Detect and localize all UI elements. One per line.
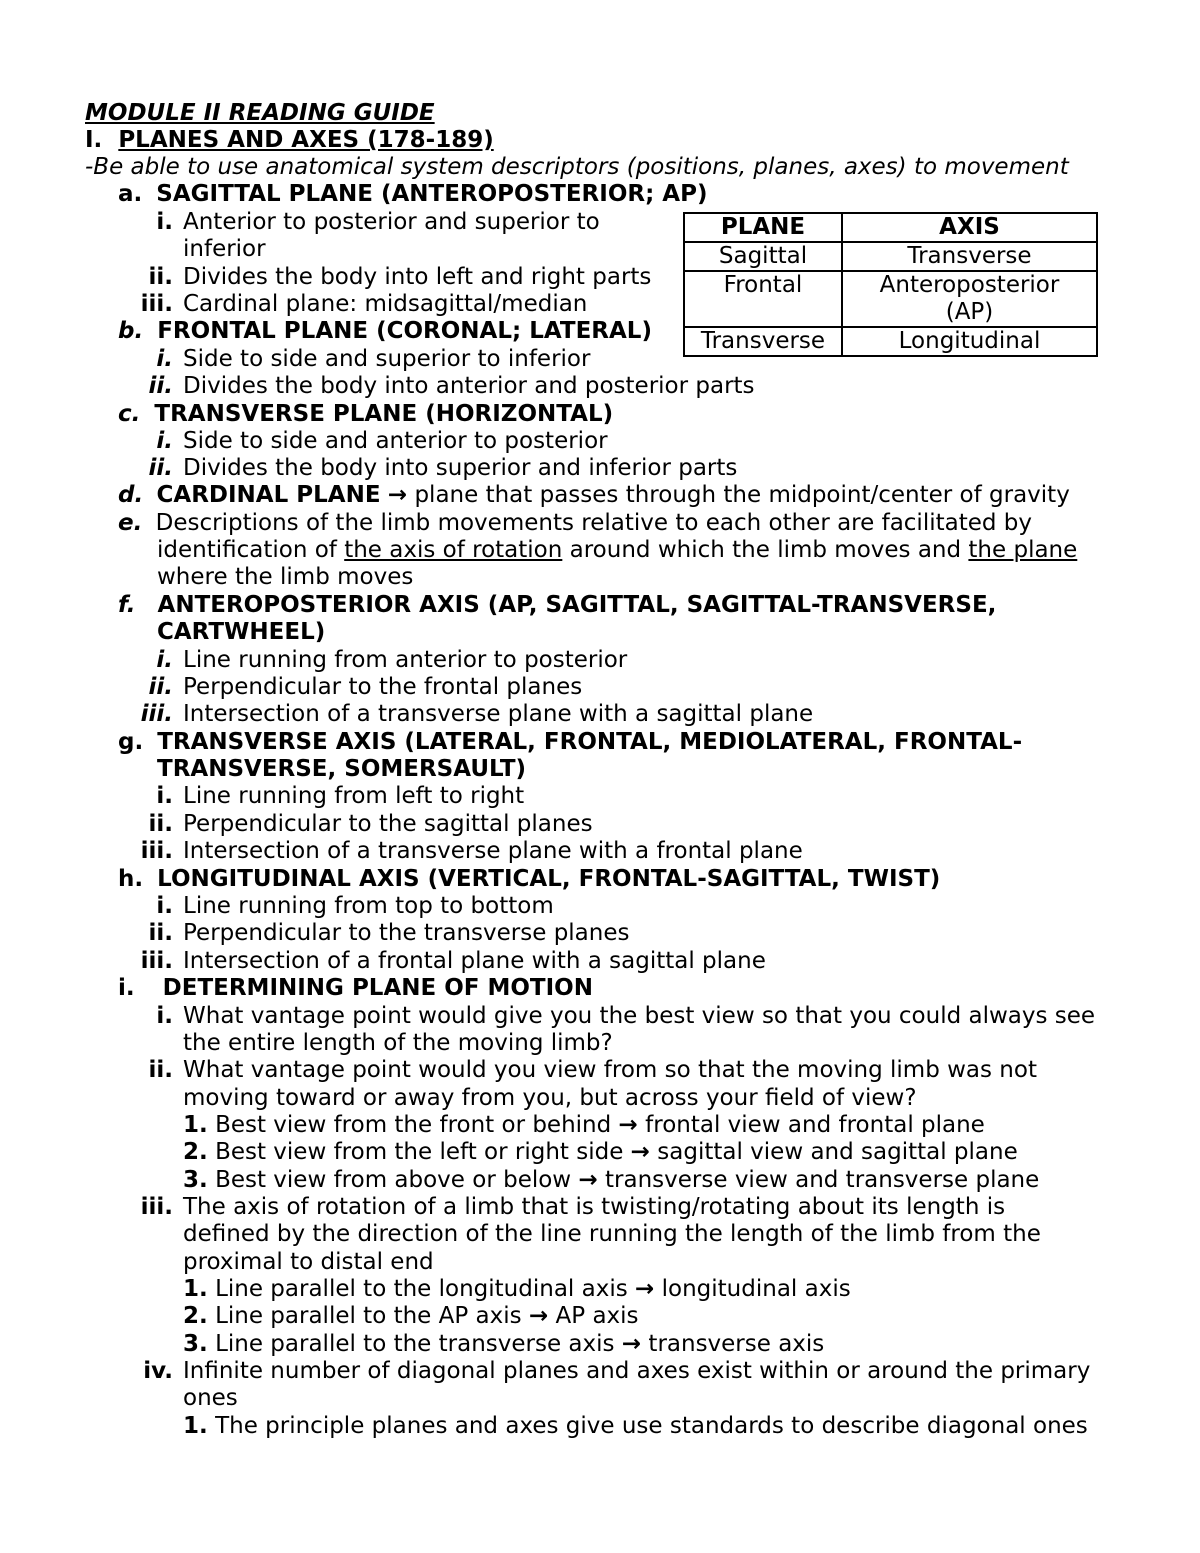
sub-sub-text: Best view from above or below [215,1167,572,1193]
sub-text: Side to side and superior to inferior [183,346,591,372]
table-cell: Transverse [684,327,842,356]
sub-label: i. [156,1003,173,1029]
item-label: a. [118,181,143,207]
sub-label: ii. [148,920,173,946]
sub-label: ii. [148,674,173,700]
sub-text: Intersection of a transverse plane with a sagittal plane [183,701,814,727]
item-heading: SAGITTAL PLANE (ANTEROPOSTERIOR; AP) [156,181,708,207]
sub-item [118,920,630,947]
item-heading-cont: TRANSVERSE, SOMERSAULT) [157,756,527,782]
underlined-term: the plane [968,537,1078,563]
sub-text: Perpendicular to the sagittal planes [183,811,593,837]
sub-label: iii. [140,838,173,864]
sub-text: Divides the body into superior and inferior parts [183,455,738,481]
item-sagittal-plane [118,181,707,208]
sub-label: i. [156,209,173,235]
section-title: PLANES AND AXES (178-189) [118,127,494,153]
sub-text: The axis of rotation of a limb that is twisting/rotating about its length is [183,1194,1006,1220]
underlined-term: the axis of rotation [344,537,563,563]
table-cell: Longitudinal [842,327,1097,356]
sub-label: ii. [148,1057,173,1083]
sub-label: i. [156,783,173,809]
item-transverse-axis [118,729,1022,756]
page-title: MODULE II READING GUIDE [85,100,435,126]
item-heading: LONGITUDINAL AXIS (VERTICAL, FRONTAL-SAGITTAL, TWIST) [157,866,941,892]
sub-sub-label: 1. [183,1112,208,1138]
sub-item [118,701,813,728]
sub-sub-text: Best view from the front or behind [215,1112,612,1138]
sub-sub-item [183,1167,1039,1194]
sub-item [118,455,737,482]
item-label: e. [118,510,143,536]
sub-sub-item [183,1303,639,1330]
sub-sub-text: Best view from the left or right side [215,1139,624,1165]
sub-label: iii. [140,1194,173,1220]
sub-sub-label: 1. [183,1276,208,1302]
sub-item [118,1194,1005,1221]
item-heading: TRANSVERSE AXIS (LATERAL, FRONTAL, MEDIOLATERAL, FRONTAL- [157,729,1023,755]
sub-label: ii. [148,264,173,290]
item-cardinal-plane [118,482,1070,509]
sub-text: Line running from top to bottom [183,893,554,919]
arrow-icon: → [578,1167,598,1193]
sub-sub-text: sagittal view and sagittal plane [657,1139,1018,1165]
item-text-cont: where the limb moves [157,564,414,590]
sub-text-cont: ones [183,1385,238,1411]
item-label: d. [118,482,144,508]
item-text: Descriptions of the limb movements relative to each other are facilitated by [155,510,1033,536]
item-heading-cont: CARTWHEEL) [157,619,326,645]
item-descriptions [118,510,1032,537]
item-label: h. [118,866,144,892]
text-span: identification of [157,537,345,563]
section-heading [85,127,494,154]
sub-text: Perpendicular to the transverse planes [183,920,630,946]
sub-sub-text: Line parallel to the transverse axis [215,1331,615,1357]
sub-sub-item [183,1139,1018,1166]
table-cell: Transverse [842,242,1097,271]
item-transverse-plane [118,401,613,428]
sub-item [118,948,766,975]
item-determining-plane [118,975,593,1002]
sub-label: i. [156,893,173,919]
sub-text: Intersection of a frontal plane with a sagittal plane [183,948,766,974]
sub-item [118,811,593,838]
sub-sub-item [183,1331,824,1358]
item-label: b. [118,318,144,344]
text-span: around which the limb moves and [562,537,969,563]
sub-sub-label: 3. [183,1167,208,1193]
sub-item [118,1358,1090,1385]
sub-text: Line running from left to right [183,783,525,809]
sub-sub-label: 1. [183,1413,208,1439]
sub-item [118,674,582,701]
table-row [684,327,1097,356]
sub-text: Intersection of a transverse plane with a frontal plane [183,838,803,864]
arrow-icon: → [635,1276,655,1302]
sub-sub-text: frontal view and frontal plane [645,1112,985,1138]
sub-text-cont: the entire length of the moving limb? [183,1030,613,1056]
arrow-icon: → [621,1331,642,1357]
sub-sub-label: 3. [183,1331,208,1357]
item-heading: ANTEROPOSTERIOR AXIS (AP, SAGITTAL, SAGITTAL-TRANSVERSE, [157,592,997,618]
sub-text: Perpendicular to the frontal planes [183,674,583,700]
sub-label: iii. [140,948,173,974]
sub-sub-text: transverse axis [648,1331,825,1357]
sub-sub-text: Line parallel to the AP axis [215,1303,522,1329]
sub-sub-item [183,1413,1088,1440]
sub-sub-text: transverse view and transverse plane [605,1167,1040,1193]
sub-item [118,373,755,400]
sub-label: i. [156,428,173,454]
sub-item [118,1003,1095,1030]
sub-sub-text: AP axis [555,1303,639,1329]
item-text: plane that passes through the midpoint/center of gravity [414,482,1070,508]
intro-text: -Be able to use anatomical system descriptors (positions, planes, axes) to movement [85,154,1069,180]
sub-text-cont: proximal to distal end [183,1249,434,1275]
item-heading: TRANSVERSE PLANE (HORIZONTAL) [154,401,614,427]
arrow-icon: → [618,1112,638,1138]
sub-label: ii. [148,811,173,837]
sub-text-cont: defined by the direction of the line running the length of the limb from the [183,1221,1041,1247]
sub-item [118,346,590,373]
sub-sub-text: longitudinal axis [661,1276,851,1302]
sub-label: i. [156,647,173,673]
sub-text: Infinite number of diagonal planes and axes exist within or around the primary [183,1358,1091,1384]
sub-sub-item [183,1276,851,1303]
table-header: AXIS [842,213,1097,242]
sub-text: Anterior to posterior and superior to [183,209,600,235]
sub-item [118,264,651,291]
sub-item [118,647,627,674]
item-heading: CARDINAL PLANE [156,482,381,508]
item-frontal-plane [118,318,652,345]
item-longitudinal-axis [118,866,940,893]
sub-text-cont: inferior [183,236,266,262]
sub-item [118,838,803,865]
sub-label: ii. [148,455,173,481]
sub-item [118,209,600,236]
table-cell: Frontal [684,271,842,327]
item-label: g. [118,729,144,755]
sub-item [118,783,524,810]
sub-label: iv. [143,1358,173,1384]
arrow-icon: → [387,482,408,508]
sub-sub-text: The principle planes and axes give use standards to describe diagonal ones [215,1413,1088,1439]
sub-sub-label: 2. [183,1303,208,1329]
item-text-cont [157,537,1077,564]
sub-sub-text: Line parallel to the longitudinal axis [215,1276,628,1302]
item-label: f. [118,592,136,618]
sub-text: What vantage point would give you the best view so that you could always see [183,1003,1096,1029]
item-label: i. [118,975,135,1001]
sub-item [118,1057,1037,1084]
sub-text: Side to side and anterior to posterior [183,428,608,454]
sub-label: ii. [148,373,173,399]
table-row [684,242,1097,271]
sub-sub-item [183,1112,985,1139]
sub-text: Divides the body into left and right parts [183,264,652,290]
sub-text: What vantage point would you view from so that the moving limb was not [183,1057,1037,1083]
sub-text: Line running from anterior to posterior [183,647,628,673]
item-heading: DETERMINING PLANE OF MOTION [162,975,593,1001]
plane-axis-table [683,212,1098,357]
item-label: c. [118,401,141,427]
table-header-row [684,213,1097,242]
section-number: I. [85,127,103,153]
table-cell: Sagittal [684,242,842,271]
arrow-icon: → [528,1303,549,1329]
item-heading: FRONTAL PLANE (CORONAL; LATERAL) [157,318,652,344]
sub-text: Divides the body into anterior and posterior parts [183,373,755,399]
sub-text: Cardinal plane: midsagittal/median [183,291,588,317]
arrow-icon: → [630,1139,650,1165]
table-header: PLANE [684,213,842,242]
table-cell: Anteroposterior (AP) [842,271,1097,327]
sub-sub-label: 2. [183,1139,208,1165]
table-row [684,271,1097,327]
sub-item [118,291,587,318]
sub-label: i. [156,346,173,372]
item-ap-axis [118,592,996,619]
sub-text-cont: moving toward or away from you, but across your field of view? [183,1085,917,1111]
sub-item [118,428,608,455]
sub-label: iii. [140,701,173,727]
sub-label: iii. [140,291,173,317]
sub-item [118,893,554,920]
